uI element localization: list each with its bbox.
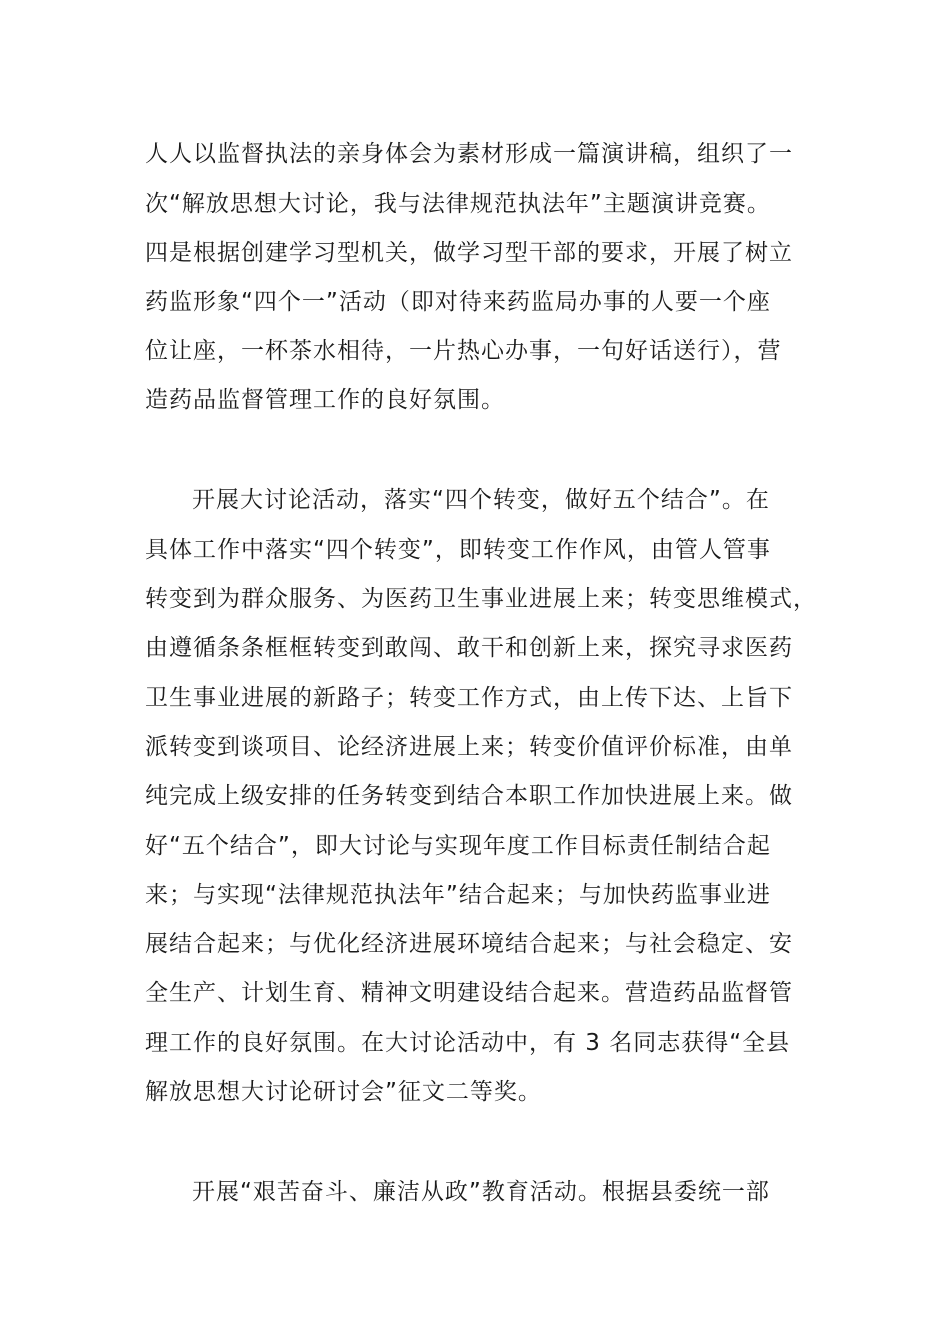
paragraph-line: 四是根据创建学习型机关，做学习型干部的要求，开展了树立 bbox=[145, 240, 793, 266]
paragraph-line: 卫生事业进展的新路子；转变工作方式，由上传下达、上旨下 bbox=[145, 685, 793, 711]
paragraph-line: 好“五个结合”，即大讨论与实现年度工作目标责任制结合起 bbox=[145, 833, 771, 859]
paragraph-line: 具体工作中落实“四个转变”，即转变工作作风，由管人管事 bbox=[145, 537, 771, 563]
paragraph-line: 来；与实现“法律规范执法年”结合起来；与加快药监事业进 bbox=[145, 882, 771, 908]
paragraph-line: 派转变到谈项目、论经济进展上来；转变价值评价标准，由单 bbox=[145, 734, 793, 760]
paragraph-line: 位让座，一杯茶水相待，一片热心办事，一句好话送行），营 bbox=[145, 338, 782, 364]
paragraph-line: 开展“艰苦奋斗、廉洁从政”教育活动。根据县委统一部 bbox=[192, 1179, 770, 1205]
paragraph-line: 人人以监督执法的亲身体会为素材形成一篇演讲稿，组织了一 bbox=[145, 141, 793, 167]
paragraph-line: 次“解放思想大讨论，我与法律规范执法年”主题演讲竞赛。 bbox=[145, 191, 771, 217]
paragraph-line: 理工作的良好氛围。在大讨论活动中，有 3 名同志获得“全县 bbox=[145, 1030, 791, 1056]
paragraph-line: 由遵循条条框框转变到敢闯、敢干和创新上来，探究寻求医药 bbox=[145, 635, 793, 661]
paragraph-line: 解放思想大讨论研讨会”征文二等奖。 bbox=[145, 1079, 542, 1105]
paragraph-line: 展结合起来；与优化经济进展环境结合起来；与社会稳定、安 bbox=[145, 931, 793, 957]
paragraph-line: 造药品监督管理工作的良好氛围。 bbox=[145, 387, 505, 413]
paragraph-line: 开展大讨论活动，落实“四个转变，做好五个结合”。在 bbox=[192, 487, 770, 513]
paragraph-line: 纯完成上级安排的任务转变到结合本职工作加快进展上来。做 bbox=[145, 783, 793, 809]
paragraph-line: 药监形象“四个一”活动（即对待来药监局办事的人要一个座 bbox=[145, 289, 771, 315]
paragraph-line: 全生产、计划生育、精神文明建设结合起来。营造药品监督管 bbox=[145, 980, 793, 1006]
paragraph-line: 转变到为群众服务、为医药卫生事业进展上来；转变思维模式， bbox=[145, 586, 817, 612]
